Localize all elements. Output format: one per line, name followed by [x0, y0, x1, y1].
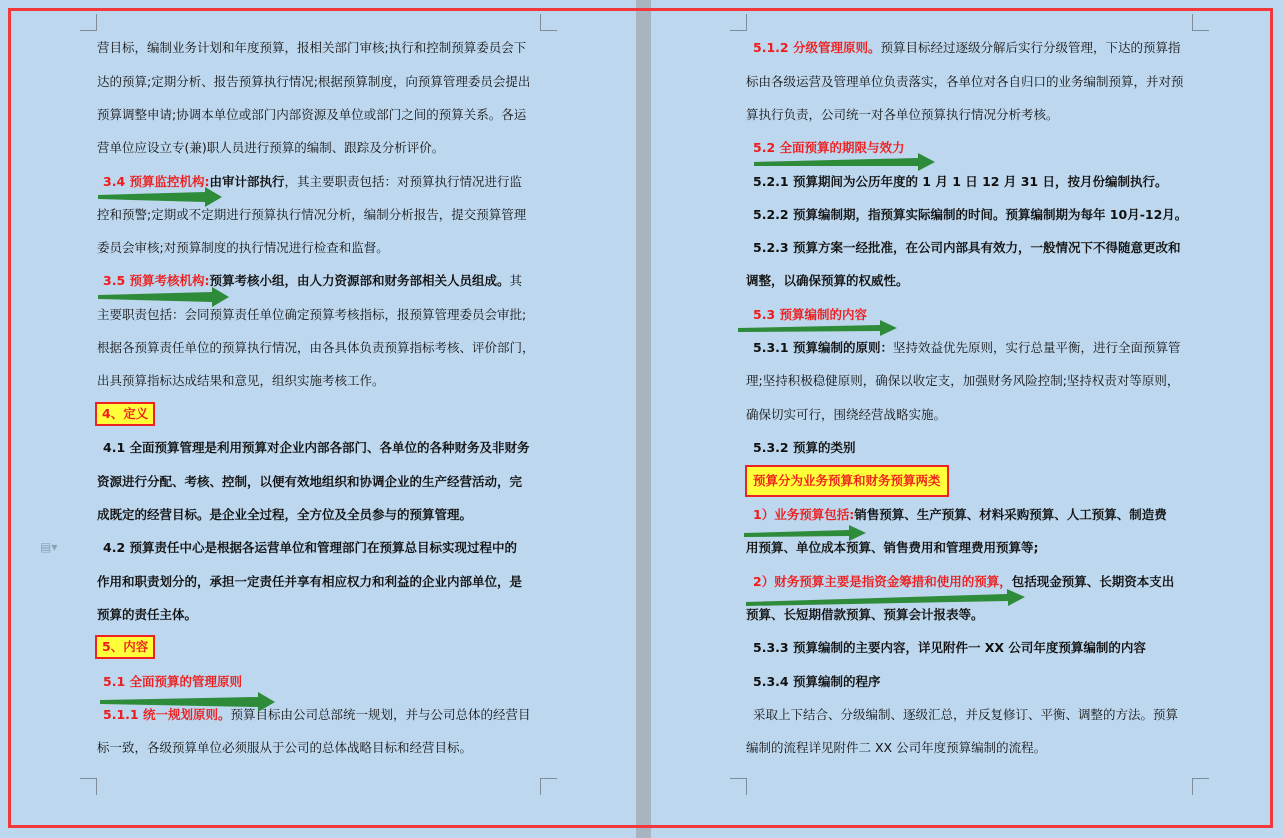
green-arrow-icon: [746, 589, 1025, 606]
section-heading: 5.1.2 分级管理原则。: [753, 40, 881, 55]
body-line: 营单位应设立专(兼)职人员进行预算的编制、跟踪及分析评价。: [97, 140, 445, 155]
body-text: 预算目标经过逐级分解后实行分级管理，下达的预算指: [880, 40, 1181, 55]
body-line: 调整，以确保预算的权威性。: [746, 273, 909, 288]
section-heading: 5.1.1 统一规划原则。: [103, 707, 231, 722]
green-arrow-icon: [754, 153, 935, 171]
bold-text: 5.3.1 预算编制的原则：: [753, 340, 893, 355]
body-line: 采取上下结合、分级编制、逐级汇总，并反复修订、平衡、调整的方法。预算: [753, 707, 1179, 722]
body-line: 5.2.2 预算编制期，指预算实际编制的时间。预算编制期为每年 10月-12月。: [753, 207, 1188, 222]
body-text: 预算目标由公司总部统一规划，并与公司总体的经营目: [230, 707, 531, 722]
green-arrow-icon: [98, 287, 229, 307]
body-line: 预算调整申请;协调本单位或部门内部资源及单位或部门之间的预算关系。各运: [97, 107, 527, 122]
green-arrow-icon: [98, 187, 222, 207]
body-line: 根据各预算责任单位的预算执行情况，由各具体负责预算指标考核、评价部门，: [97, 340, 535, 355]
green-arrow-icon: [100, 692, 275, 712]
body-line: 算执行负责，公司统一对各单位预算执行情况分析考核。: [746, 107, 1059, 122]
body-line: 达的预算;定期分析、报告预算执行情况;根据预算制度，向预算管理委员会提出: [97, 74, 531, 89]
body-line: 用预算、单位成本预算、销售费用和管理费用预算等;: [746, 540, 1039, 555]
bold-text: 由审计部执行: [209, 174, 285, 189]
section-5-1: 5.1 全面预算的管理原则: [103, 674, 242, 689]
body-line: 5.2.1 预算期间为公历年度的 1 月 1 日 12 月 31 日，按月份编制执行。: [753, 174, 1168, 189]
body-line: 5.2.3 预算方案一经批准，在公司内部具有效力，一般情况下不得随意更改和: [753, 240, 1181, 255]
bold-text: 销售预算、生产预算、材料采购预算、人工预算、制造费: [854, 507, 1167, 522]
section-heading: 3.4 预算监控机构:: [103, 174, 210, 189]
body-line: 编制的流程详见附件二 XX 公司年度预算编制的流程。: [746, 740, 1047, 755]
body-line: 主要职责包括：会同预算责任单位确定预算考核指标，报预算管理委员会审批;: [97, 307, 527, 322]
body-line: 控和预警;定期或不定期进行预算执行情况分析，编制分析报告，提交预算管理: [97, 207, 527, 222]
body-line: 标一致，各级预算单位必须服从于公司的总体战略目标和经营目标。: [97, 740, 473, 755]
section-5-3-3: 5.3.3 预算编制的主要内容，详见附件一 XX 公司年度预算编制的内容: [753, 640, 1146, 655]
body-line: 作用和职责划分的，承担一定责任并享有相应权力和利益的企业内部单位，是: [97, 574, 523, 589]
bold-text: 包括现金预算、长期资本支出: [1011, 574, 1175, 589]
green-arrow-icon: [738, 320, 897, 336]
section-5-3: 5.3 预算编制的内容: [753, 307, 867, 322]
body-line: 预算的责任主体。: [97, 607, 198, 622]
section-heading: 3.5 预算考核机构:: [103, 273, 210, 288]
body-line: 营目标，编制业务计划和年度预算，报相关部门审核;执行和控制预算委员会下: [97, 40, 527, 55]
body-text: 坚持效益优先原则，实行总量平衡，进行全面预算管: [892, 340, 1181, 355]
body-line: 4.1 全面预算管理是利用预算对企业内部各部门、各单位的各种财务及非财务: [103, 440, 530, 455]
body-line: 理;坚持积极稳健原则，确保以收定支，加强财务风险控制;坚持权责对等原则，: [746, 373, 1180, 388]
body-text: 其: [509, 273, 523, 288]
body-line: 委员会审核;对预算制度的执行情况进行检查和监督。: [97, 240, 389, 255]
heading-tag-budget-types: 预算分为业务预算和财务预算两类: [745, 465, 949, 497]
bold-text: 预算考核小组，由人力资源部和财务部相关人员组成。: [209, 273, 510, 288]
body-line: 出具预算指标达成结果和意见，组织实施考核工作。: [97, 373, 385, 388]
section-5-3-2: 5.3.2 预算的类别: [753, 440, 856, 455]
body-line: 标由各级运营及管理单位负责落实，各单位对各自归口的业务编制预算，并对预: [746, 74, 1184, 89]
body-line: 确保切实可行，围绕经营战略实施。: [746, 407, 947, 422]
green-arrow-icon: [744, 525, 866, 541]
body-line: 4.2 预算责任中心是根据各运营单位和管理部门在预算总目标实现过程中的: [103, 540, 517, 555]
item-heading: 1）业务预算包括:: [753, 507, 855, 522]
section-5-3-4: 5.3.4 预算编制的程序: [753, 674, 881, 689]
body-line: 预算、长短期借款预算、预算会计报表等。: [746, 607, 984, 622]
document-options-icon[interactable]: ▤▾: [40, 540, 58, 554]
body-line: 成既定的经营目标。是企业全过程，全方位及全员参与的预算管理。: [97, 507, 473, 522]
heading-tag-content: 5、内容: [95, 635, 155, 659]
body-text: ，其主要职责包括：对预算执行情况进行监: [284, 174, 523, 189]
body-line: 资源进行分配、考核、控制，以便有效地组织和协调企业的生产经营活动，完: [97, 474, 523, 489]
heading-tag-definition: 4、定义: [95, 402, 155, 426]
section-5-2: 5.2 全面预算的期限与效力: [753, 140, 905, 155]
item-heading: 2）财务预算主要是指资金筹措和使用的预算，: [753, 574, 1012, 589]
